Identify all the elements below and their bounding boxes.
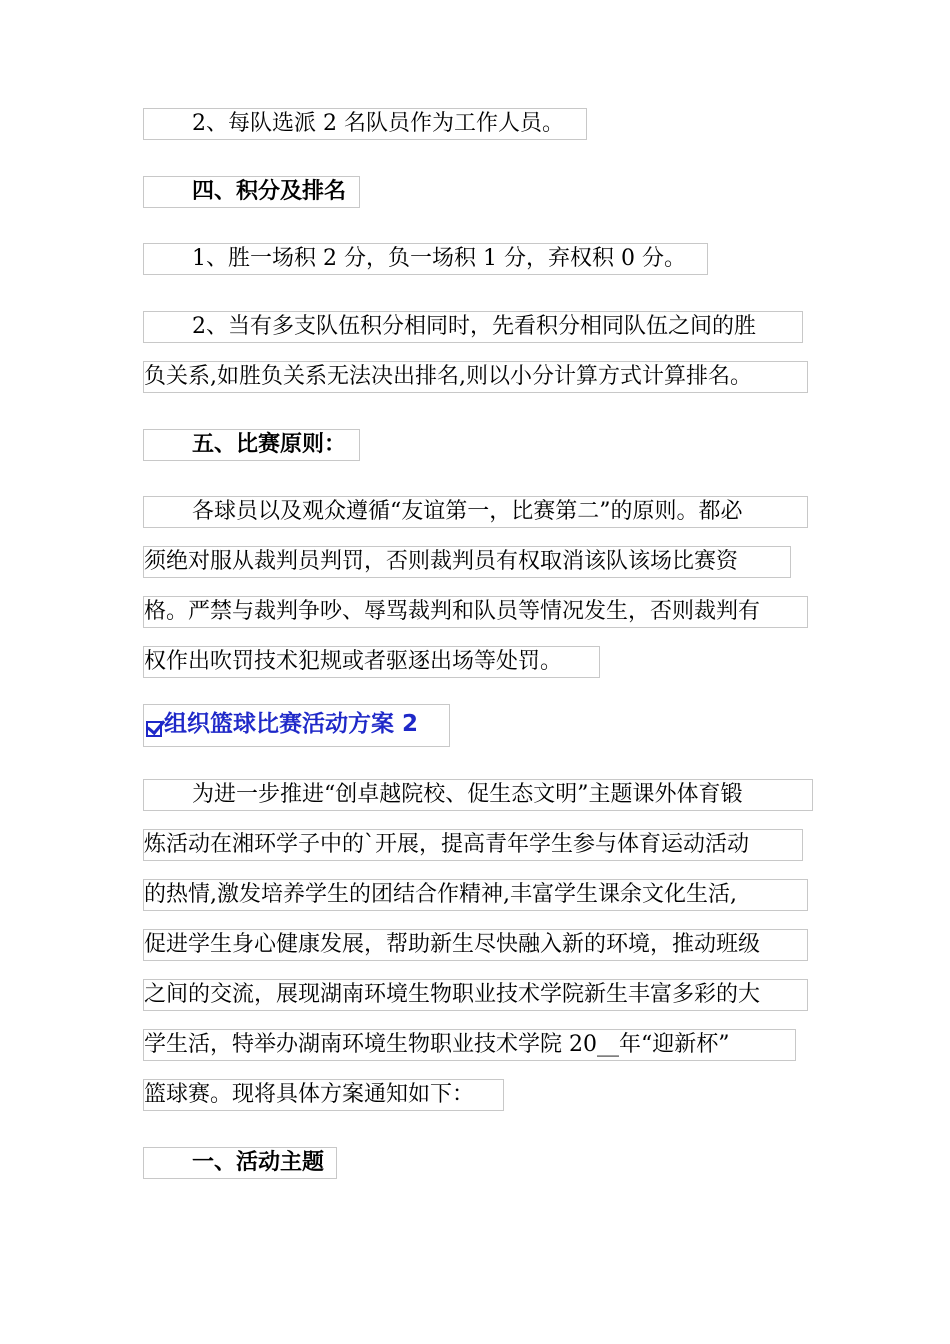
- intro-line-6: 学生活，特举办湖南环境生物职业技术学院 20__年“迎新杯”: [143, 1029, 796, 1061]
- intro-line-7: 篮球赛。现将具体方案通知如下：: [143, 1079, 504, 1111]
- scoring-rule-2-line-1: 2、当有多支队伍积分相同时，先看积分相同队伍之间的胜: [143, 311, 803, 343]
- scoring-rule-2-line-2: 负关系,如胜负关系无法决出排名,则以小分计算方式计算排名。: [143, 361, 808, 393]
- intro-line-1: 为进一步推进“创卓越院校、促生态文明”主题课外体育锻: [143, 779, 813, 811]
- principle-line-2: 须绝对服从裁判员判罚，否则裁判员有权取消该队该场比赛资: [143, 546, 791, 578]
- rule-item-2: [143, 108, 587, 140]
- principle-line-1: 各球员以及观众遵循“友谊第一，比赛第二”的原则。都必: [143, 496, 808, 528]
- activity-theme-heading: 一、活动主题: [143, 1147, 337, 1179]
- checkbox-icon: [146, 721, 162, 737]
- intro-line-2: 炼活动在湘环学子中的`开展，提高青年学生参与体育运动活动: [143, 829, 803, 861]
- intro-line-3: 的热情,激发培养学生的团结合作精神,丰富学生课余文化生活,: [143, 879, 808, 911]
- principle-line-3: 格。严禁与裁判争吵、辱骂裁判和队员等情况发生，否则裁判有: [143, 596, 808, 628]
- intro-line-4: 促进学生身心健康发展，帮助新生尽快融入新的环境，推动班级: [143, 929, 808, 961]
- rule-item-2-text: 2、每队选派 2 名队员作为工作人员。: [192, 111, 564, 136]
- intro-line-5: 之间的交流，展现湖南环境生物职业技术学院新生丰富多彩的大: [143, 979, 808, 1011]
- section-4-heading: 四、积分及排名: [143, 176, 360, 208]
- principle-line-4: 权作出吹罚技术犯规或者驱逐出场等处罚。: [143, 646, 600, 678]
- plan-2-title: 组织篮球比赛活动方案 2: [143, 704, 450, 747]
- section-5-heading: 五、比赛原则：: [143, 429, 360, 461]
- scoring-rule-1: 1、胜一场积 2 分，负一场积 1 分，弃权积 0 分。: [143, 243, 708, 275]
